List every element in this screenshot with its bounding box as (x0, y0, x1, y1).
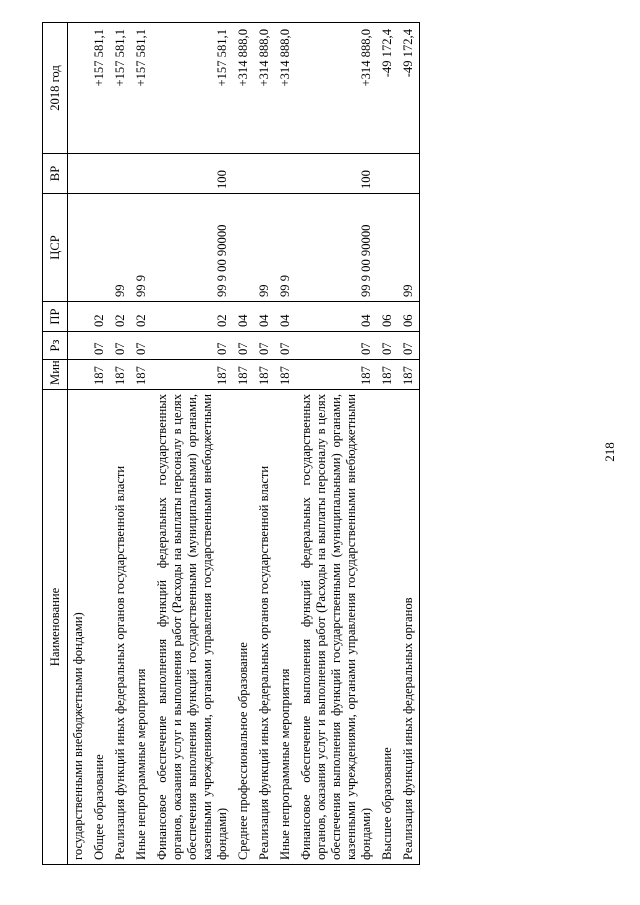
table-row (377, 23, 398, 865)
header-min: Мин (43, 360, 68, 390)
row-rz: 07 (89, 332, 110, 360)
row-rz: 07 (233, 332, 254, 360)
row-pr: 06 (377, 302, 398, 332)
row-value: +157 581,1 (152, 23, 233, 154)
row-value: +157 581,1 (110, 23, 131, 154)
row-min: 187 (131, 360, 152, 390)
row-value: -49 172,4 (398, 23, 420, 154)
row-rz: 07 (152, 332, 233, 360)
row-csr: 99 9 00 90000 (296, 194, 377, 302)
row-name: Общее образование (89, 390, 110, 865)
row-value: +314 888,0 (254, 23, 275, 154)
row-pr (68, 302, 90, 332)
row-min (68, 360, 90, 390)
row-vr (275, 154, 296, 194)
row-vr (89, 154, 110, 194)
header-rz: Рз (43, 332, 68, 360)
row-rz: 07 (110, 332, 131, 360)
row-csr (233, 194, 254, 302)
row-pr: 04 (275, 302, 296, 332)
row-min: 187 (152, 360, 233, 390)
row-vr (233, 154, 254, 194)
table-row (233, 23, 254, 865)
row-csr (89, 194, 110, 302)
row-pr: 04 (233, 302, 254, 332)
row-pr: 06 (398, 302, 420, 332)
table-row (131, 23, 152, 865)
table-row (254, 23, 275, 865)
row-value (68, 23, 90, 154)
row-rz: 07 (296, 332, 377, 360)
row-min: 187 (398, 360, 420, 390)
row-rz: 07 (377, 332, 398, 360)
table-row (68, 23, 90, 865)
row-vr (377, 154, 398, 194)
row-value: +157 581,1 (131, 23, 152, 154)
row-name: Финансовое обеспечение выполнения функций федеральных государственных органов, оказания услуг и выполнения работ (Расходы на выплаты персоналу в целях обеспечения выполнения функций государственными (муниципальными) органами, казенными учреждениями, органами управления государственными внебюджетными фондами) (152, 390, 233, 865)
header-year: 2018 год (43, 23, 68, 154)
row-pr: 02 (110, 302, 131, 332)
row-name: Реализация функций иных федеральных органов государственной власти (254, 390, 275, 865)
row-name: Иные непрограммные мероприятия (131, 390, 152, 865)
row-csr: 99 (398, 194, 420, 302)
row-name: государственными внебюджетными фондами) (68, 390, 90, 865)
row-name: Реализация функций иных федеральных органов (398, 390, 420, 865)
row-name: Реализация функций иных федеральных органов государственной власти (110, 390, 131, 865)
row-value: +314 888,0 (275, 23, 296, 154)
row-csr: 99 (254, 194, 275, 302)
table-body (68, 23, 420, 865)
row-min: 187 (377, 360, 398, 390)
row-pr: 02 (152, 302, 233, 332)
row-pr: 02 (89, 302, 110, 332)
row-min: 187 (254, 360, 275, 390)
row-value: +314 888,0 (233, 23, 254, 154)
row-vr (254, 154, 275, 194)
table-row (110, 23, 131, 865)
row-value: -49 172,4 (377, 23, 398, 154)
row-rz: 07 (254, 332, 275, 360)
row-pr: 04 (254, 302, 275, 332)
row-vr (398, 154, 420, 194)
row-csr: 99 (110, 194, 131, 302)
header-csr: ЦСР (43, 194, 68, 302)
table-row (275, 23, 296, 865)
row-vr (131, 154, 152, 194)
header-pr: ПР (43, 302, 68, 332)
row-name: Иные непрограммные мероприятия (275, 390, 296, 865)
table-row (152, 23, 233, 865)
table-row (398, 23, 420, 865)
row-rz: 07 (398, 332, 420, 360)
row-csr: 99 9 (131, 194, 152, 302)
row-min: 187 (296, 360, 377, 390)
row-rz: 07 (275, 332, 296, 360)
row-csr: 99 9 00 90000 (152, 194, 233, 302)
row-csr (377, 194, 398, 302)
row-min: 187 (110, 360, 131, 390)
row-min: 187 (89, 360, 110, 390)
row-vr: 100 (152, 154, 233, 194)
page-number: 218 (601, 442, 617, 462)
row-name: Высшее образование (377, 390, 398, 865)
budget-table (42, 22, 420, 865)
header-name: Наименование (43, 390, 68, 865)
header-vr: ВР (43, 154, 68, 194)
table-header (43, 23, 68, 865)
row-name: Финансовое обеспечение выполнения функций федеральных государственных органов, оказания услуг и выполнения работ (Расходы на выплаты персоналу в целях обеспечения выполнения функций государственными (муниципальными) органами, казенными учреждениями, органами управления государственными внебюджетными фондами) (296, 390, 377, 865)
row-name: Среднее профессиональное образование (233, 390, 254, 865)
row-rz (68, 332, 90, 360)
row-rz: 07 (131, 332, 152, 360)
row-min: 187 (275, 360, 296, 390)
row-value: +157 581,1 (89, 23, 110, 154)
row-pr: 02 (131, 302, 152, 332)
row-min: 187 (233, 360, 254, 390)
table-row (89, 23, 110, 865)
row-csr: 99 9 (275, 194, 296, 302)
row-csr (68, 194, 90, 302)
table-row (296, 23, 377, 865)
row-value: +314 888,0 (296, 23, 377, 154)
row-vr (68, 154, 90, 194)
row-vr: 100 (296, 154, 377, 194)
row-pr: 04 (296, 302, 377, 332)
row-vr (110, 154, 131, 194)
